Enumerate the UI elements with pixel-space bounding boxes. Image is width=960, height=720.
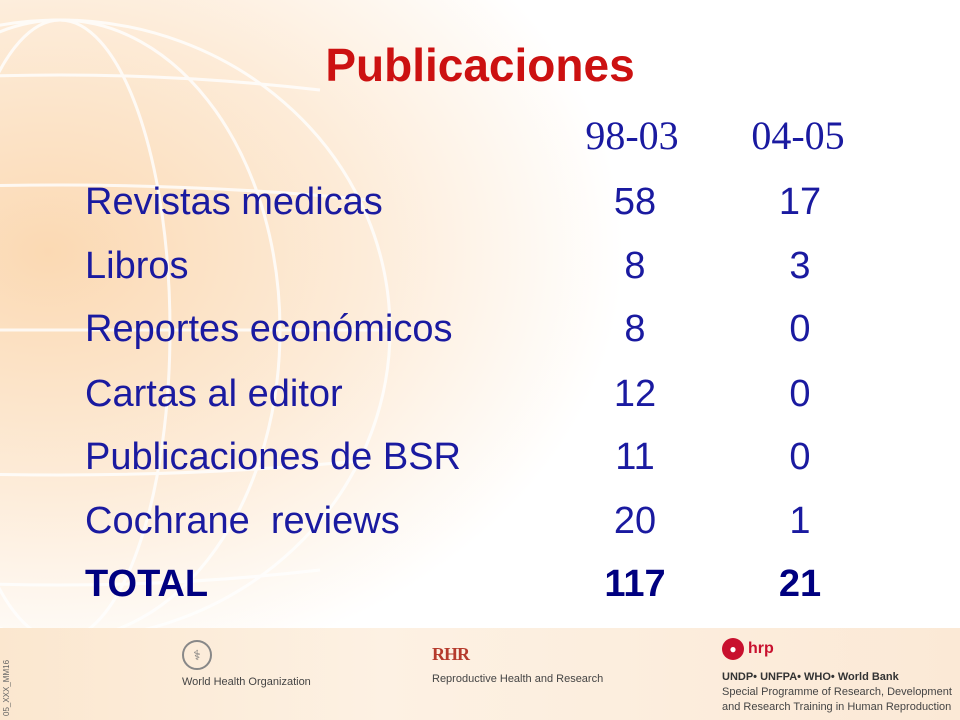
row-value-98-03: 20: [613, 500, 657, 542]
row-value-98-03: 11: [615, 436, 655, 478]
column-header-04-05: 04-05: [751, 113, 845, 158]
row-label: Publicaciones de BSR: [85, 436, 461, 478]
row-label: Libros: [85, 245, 189, 287]
total-label: TOTAL: [85, 563, 209, 605]
table-row: [0, 298, 960, 360]
table-row: [0, 426, 960, 488]
rhr-logo: [432, 644, 603, 685]
row-label: Reportes económicos: [85, 308, 453, 350]
table-total-row: [0, 553, 960, 615]
total-value-04-05: 21: [778, 563, 822, 605]
hrp-dot-icon: ●: [722, 638, 744, 660]
row-value-98-03: 8: [624, 308, 646, 350]
row-value-04-05: 0: [789, 373, 811, 415]
table-row: [0, 171, 960, 233]
row-label: Cartas al editor: [85, 373, 343, 415]
table-row: [0, 363, 960, 425]
total-value-98-03: 117: [604, 563, 666, 605]
who-logo-text: World Health Organization: [182, 676, 311, 688]
who-emblem-icon: ⚕: [182, 640, 212, 670]
row-value-04-05: 17: [778, 181, 822, 223]
row-value-04-05: 0: [789, 308, 811, 350]
hrp-line-3: and Research Training in Human Reproduction: [722, 701, 952, 713]
hrp-logo-head: [722, 638, 774, 660]
table-row: [0, 235, 960, 297]
row-value-04-05: 3: [789, 245, 811, 287]
hrp-line-2: Special Programme of Research, Development: [722, 686, 952, 698]
row-label: Revistas medicas: [85, 181, 383, 223]
table-row: [0, 490, 960, 552]
row-value-04-05: 1: [789, 500, 811, 542]
row-value-04-05: 0: [789, 436, 811, 478]
page-title: Publicaciones: [325, 39, 635, 91]
row-value-98-03: 12: [613, 373, 657, 415]
hrp-sponsors: UNDP• UNFPA• WHO• World Bank: [722, 671, 899, 683]
rhr-mark: RHR: [432, 644, 469, 664]
row-value-98-03: 8: [624, 245, 646, 287]
row-label: Cochrane reviews: [85, 500, 400, 542]
who-logo: [182, 640, 311, 688]
hrp-logo: [722, 638, 952, 715]
rhr-logo-text: Reproductive Health and Research: [432, 673, 604, 685]
column-header-98-03: 98-03: [585, 113, 679, 158]
row-value-98-03: 58: [613, 181, 657, 223]
hrp-mark: hrp: [748, 640, 774, 657]
slide-code: 05_XXX_MM16: [2, 659, 11, 716]
